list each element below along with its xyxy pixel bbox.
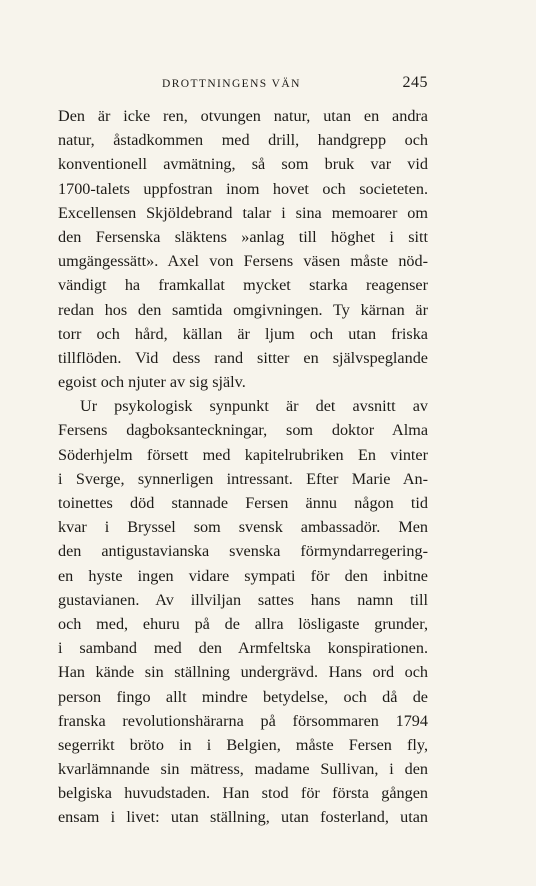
body-text xyxy=(58,104,428,830)
text-line: natur, åstadkommen med drill, handgrepp och xyxy=(58,131,428,150)
text-line: person fingo allt mindre betydelse, och då de xyxy=(58,687,428,706)
running-head xyxy=(58,74,428,96)
text-line: kvar i Bryssel som svensk ambassadör. Men xyxy=(58,518,428,537)
text-line: segerrikt bröto in i Belgien, måste Fersen fly, xyxy=(58,735,428,754)
text-line: den Fersenska släktens »anlag till höghet i sitt xyxy=(58,227,428,246)
running-title: DROTTNINGENS VÄN xyxy=(162,78,301,90)
text-line: Ur psykologisk synpunkt är det avsnitt av xyxy=(80,397,428,416)
text-line: ensam i livet: utan ställning, utan fosterland, utan xyxy=(58,808,428,827)
text-line: Han kände sin ställning undergrävd. Hans ord och xyxy=(58,663,428,682)
text-line: franska revolutionshärarna på försommaren 1794 xyxy=(58,711,428,730)
text-line: Excellensen Skjöldebrand talar i sina memoarer om xyxy=(58,203,428,222)
text-line: belgiska huvudstaden. Han stod för första gången xyxy=(58,784,428,803)
text-line: gustavianen. Av illviljan sattes hans namn till xyxy=(58,590,428,609)
text-line: toinettes död stannade Fersen ännu någon tid xyxy=(58,494,428,512)
text-line: konventionell avmätning, så som bruk var vid xyxy=(58,155,428,174)
text-line: redan hos den samtida omgivningen. Ty kärnan är xyxy=(58,300,428,319)
text-line: och med, ehuru på de allra lösligaste grunder, xyxy=(58,614,428,633)
text-line: den antigustavianska svenska förmyndarregering- xyxy=(58,542,428,561)
text-line: i samband med den Armfeltska konspirationen. xyxy=(58,639,428,658)
text-line: tillflöden. Vid dess rand sitter en självspeglande xyxy=(58,348,428,367)
text-line: 1700-talets uppfostran inom hovet och societeten. xyxy=(58,179,428,198)
text-line: kvarlämnande sin mätress, madame Sullivan, i den xyxy=(58,760,428,779)
text-line: Fersens dagboksanteckningar, som doktor Alma xyxy=(58,421,428,440)
text-line: en hyste ingen vidare sympati för den inbitne xyxy=(58,566,428,585)
text-line: umgängessätt». Axel von Fersens väsen måste nöd- xyxy=(58,252,428,271)
text-line: vändigt ha framkallat mycket starka reagenser xyxy=(58,276,428,295)
page-number: 245 xyxy=(402,74,428,91)
text-line: torr och hård, källan är ljum och utan friska xyxy=(58,324,428,343)
text-line: egoist och njuter av sig själv. xyxy=(58,373,246,392)
text-line: Den är icke ren, otvungen natur, utan en andra xyxy=(58,107,428,125)
text-line: Söderhjelm försett med kapitelrubriken En vinter xyxy=(58,445,428,464)
text-line: i Sverge, synnerligen intressant. Efter Marie An- xyxy=(58,469,428,488)
